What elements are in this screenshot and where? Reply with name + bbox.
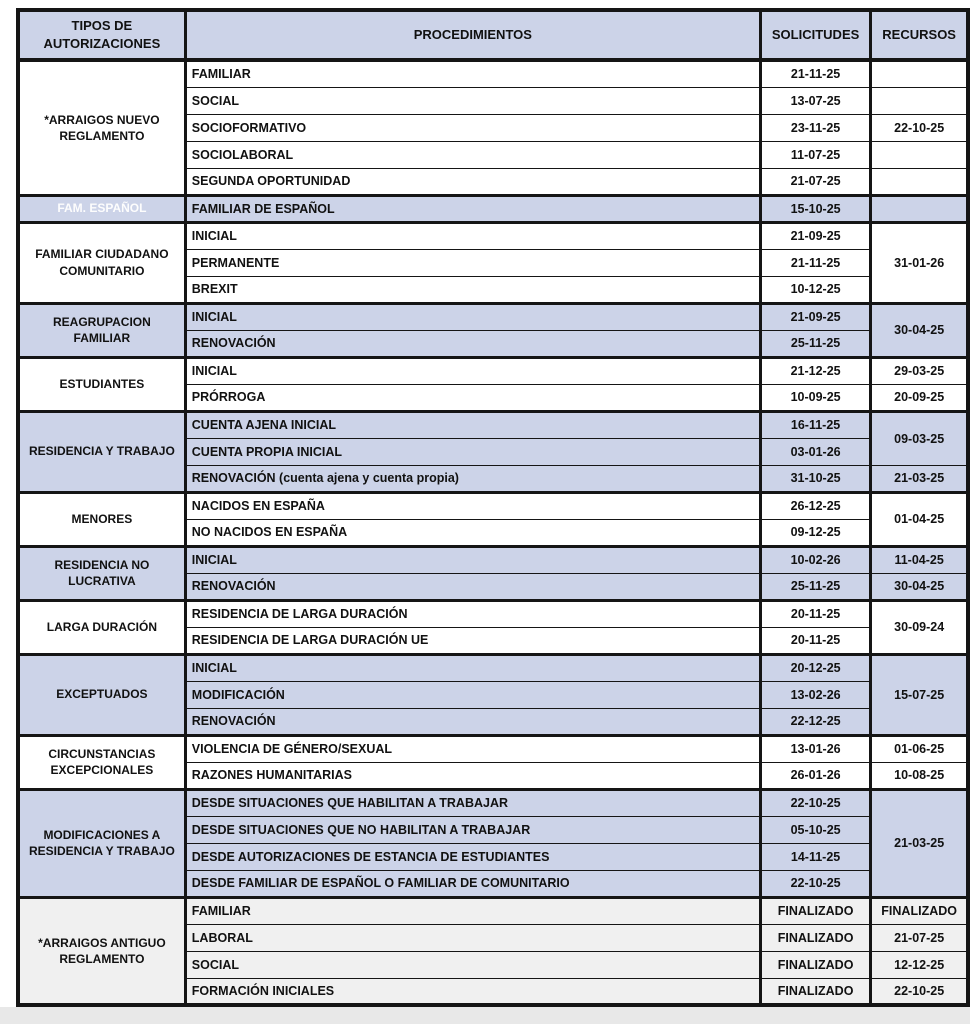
procedure-cell: SOCIOFORMATIVO	[185, 114, 760, 141]
solicitudes-cell: 15-10-25	[760, 195, 870, 222]
solicitudes-cell: 21-07-25	[760, 168, 870, 195]
recursos-cell	[871, 141, 968, 168]
procedure-cell: FAMILIAR DE ESPAÑOL	[185, 195, 760, 222]
recursos-cell-merged: 09-03-25	[871, 411, 968, 465]
solicitudes-cell: 05-10-25	[760, 816, 870, 843]
table-row	[18, 600, 968, 627]
solicitudes-cell: 22-10-25	[760, 789, 870, 816]
recursos-cell: 21-03-25	[871, 465, 968, 492]
table-row	[18, 654, 968, 681]
procedure-cell: BREXIT	[185, 276, 760, 303]
procedure-cell: INICIAL	[185, 222, 760, 249]
recursos-cell	[871, 195, 968, 222]
type-cell-residencia-no-lucrativa: RESIDENCIA NO LUCRATIVA	[18, 546, 185, 600]
recursos-cell: 22-10-25	[871, 978, 968, 1005]
solicitudes-cell: 20-12-25	[760, 654, 870, 681]
procedure-cell: NO NACIDOS EN ESPAÑA	[185, 519, 760, 546]
table-row	[18, 222, 968, 249]
table-row	[18, 303, 968, 330]
procedure-cell: RENOVACIÓN (cuenta ajena y cuenta propia)	[185, 465, 760, 492]
type-cell-familiar-ciudadano-comunitario: FAMILIAR CIUDADANO COMUNITARIO	[18, 222, 185, 303]
type-cell-fam-espanol: FAM. ESPAÑOL	[18, 195, 185, 222]
procedure-cell: PERMANENTE	[185, 249, 760, 276]
solicitudes-cell: FINALIZADO	[760, 951, 870, 978]
table-row	[18, 897, 968, 924]
solicitudes-cell: 26-01-26	[760, 762, 870, 789]
type-cell-arraigos-nuevo-reglamento: *ARRAIGOS NUEVO REGLAMENTO	[18, 60, 185, 195]
procedure-cell: VIOLENCIA DE GÉNERO/SEXUAL	[185, 735, 760, 762]
solicitudes-cell: 26-12-25	[760, 492, 870, 519]
recursos-cell: 20-09-25	[871, 384, 968, 411]
procedure-cell: MODIFICACIÓN	[185, 681, 760, 708]
table-row	[18, 492, 968, 519]
solicitudes-cell: 10-02-26	[760, 546, 870, 573]
solicitudes-cell: 31-10-25	[760, 465, 870, 492]
solicitudes-cell: 23-11-25	[760, 114, 870, 141]
type-cell-residencia-y-trabajo: RESIDENCIA Y TRABAJO	[18, 411, 185, 492]
procedure-cell: FORMACIÓN INICIALES	[185, 978, 760, 1005]
procedure-cell: PRÓRROGA	[185, 384, 760, 411]
authorization-procedures-table	[16, 8, 970, 1007]
header-solicitudes: SOLICITUDES	[760, 10, 870, 60]
procedure-cell: LABORAL	[185, 924, 760, 951]
table-row	[18, 357, 968, 384]
type-cell-arraigos-antiguo-reglamento: *ARRAIGOS ANTIGUO REGLAMENTO	[18, 897, 185, 1005]
procedure-cell: FAMILIAR	[185, 60, 760, 87]
recursos-cell	[871, 60, 968, 87]
recursos-cell-merged: 15-07-25	[871, 654, 968, 735]
solicitudes-cell: 20-11-25	[760, 600, 870, 627]
type-cell-menores: MENORES	[18, 492, 185, 546]
procedure-cell: DESDE AUTORIZACIONES DE ESTANCIA DE ESTUDIANTES	[185, 843, 760, 870]
procedure-cell: CUENTA AJENA INICIAL	[185, 411, 760, 438]
solicitudes-cell: 16-11-25	[760, 411, 870, 438]
solicitudes-cell: 21-11-25	[760, 60, 870, 87]
procedure-cell: SOCIOLABORAL	[185, 141, 760, 168]
procedure-cell: INICIAL	[185, 303, 760, 330]
recursos-cell: 22-10-25	[871, 114, 968, 141]
procedure-cell: INICIAL	[185, 357, 760, 384]
recursos-cell: 29-03-25	[871, 357, 968, 384]
procedure-cell: SEGUNDA OPORTUNIDAD	[185, 168, 760, 195]
recursos-cell	[871, 168, 968, 195]
type-cell-exceptuados: EXCEPTUADOS	[18, 654, 185, 735]
procedure-cell: INICIAL	[185, 546, 760, 573]
solicitudes-cell: 09-12-25	[760, 519, 870, 546]
solicitudes-cell: 13-07-25	[760, 87, 870, 114]
recursos-cell-merged: 21-03-25	[871, 789, 968, 897]
header-row	[18, 10, 968, 60]
page-bottom-strip	[0, 1007, 970, 1024]
procedure-cell: RENOVACIÓN	[185, 330, 760, 357]
solicitudes-cell: 03-01-26	[760, 438, 870, 465]
solicitudes-cell: 10-12-25	[760, 276, 870, 303]
procedure-cell: RAZONES HUMANITARIAS	[185, 762, 760, 789]
table-row	[18, 411, 968, 438]
type-cell-reagrupacion-familiar: REAGRUPACION FAMILIAR	[18, 303, 185, 357]
recursos-cell-merged: 30-09-24	[871, 600, 968, 654]
type-cell-modificaciones-a-residencia-y-trabajo: MODIFICACIONES A RESIDENCIA Y TRABAJO	[18, 789, 185, 897]
procedure-cell: RESIDENCIA DE LARGA DURACIÓN UE	[185, 627, 760, 654]
solicitudes-cell: 21-12-25	[760, 357, 870, 384]
solicitudes-cell: 25-11-25	[760, 573, 870, 600]
table-row	[18, 735, 968, 762]
solicitudes-cell: 22-12-25	[760, 708, 870, 735]
procedure-cell: CUENTA PROPIA INICIAL	[185, 438, 760, 465]
header-procedimientos: PROCEDIMIENTOS	[185, 10, 760, 60]
solicitudes-cell: 11-07-25	[760, 141, 870, 168]
procedure-cell: NACIDOS EN ESPAÑA	[185, 492, 760, 519]
recursos-cell-merged: 01-04-25	[871, 492, 968, 546]
recursos-cell: 12-12-25	[871, 951, 968, 978]
recursos-cell: 30-04-25	[871, 573, 968, 600]
solicitudes-cell: 10-09-25	[760, 384, 870, 411]
procedure-cell: RESIDENCIA DE LARGA DURACIÓN	[185, 600, 760, 627]
recursos-cell-merged: 31-01-26	[871, 222, 968, 303]
solicitudes-cell: 22-10-25	[760, 870, 870, 897]
procedure-cell: SOCIAL	[185, 87, 760, 114]
procedure-cell: INICIAL	[185, 654, 760, 681]
recursos-cell: 11-04-25	[871, 546, 968, 573]
solicitudes-cell: FINALIZADO	[760, 978, 870, 1005]
solicitudes-cell: 13-02-26	[760, 681, 870, 708]
header-tipos-de-autorizaciones: TIPOS DE AUTORIZACIONES	[18, 10, 185, 60]
solicitudes-cell: 21-11-25	[760, 249, 870, 276]
table-row	[18, 789, 968, 816]
solicitudes-cell: 13-01-26	[760, 735, 870, 762]
header-recursos: RECURSOS	[871, 10, 968, 60]
type-cell-circunstancias-excepcionales: CIRCUNSTANCIAS EXCEPCIONALES	[18, 735, 185, 789]
table-row	[18, 60, 968, 87]
recursos-cell: 01-06-25	[871, 735, 968, 762]
solicitudes-cell: 25-11-25	[760, 330, 870, 357]
procedure-cell: DESDE FAMILIAR DE ESPAÑOL O FAMILIAR DE COMUNITARIO	[185, 870, 760, 897]
table-row	[18, 546, 968, 573]
recursos-cell	[871, 87, 968, 114]
solicitudes-cell: FINALIZADO	[760, 897, 870, 924]
solicitudes-cell: 20-11-25	[760, 627, 870, 654]
recursos-cell-merged: 30-04-25	[871, 303, 968, 357]
procedure-cell: DESDE SITUACIONES QUE NO HABILITAN A TRABAJAR	[185, 816, 760, 843]
procedure-cell: DESDE SITUACIONES QUE HABILITAN A TRABAJAR	[185, 789, 760, 816]
recursos-cell: FINALIZADO	[871, 897, 968, 924]
solicitudes-cell: 21-09-25	[760, 303, 870, 330]
table-row	[18, 195, 968, 222]
recursos-cell: 10-08-25	[871, 762, 968, 789]
procedure-cell: RENOVACIÓN	[185, 573, 760, 600]
procedure-cell: SOCIAL	[185, 951, 760, 978]
procedure-cell: RENOVACIÓN	[185, 708, 760, 735]
solicitudes-cell: FINALIZADO	[760, 924, 870, 951]
recursos-cell: 21-07-25	[871, 924, 968, 951]
type-cell-larga-duracion: LARGA DURACIÓN	[18, 600, 185, 654]
solicitudes-cell: 14-11-25	[760, 843, 870, 870]
procedure-cell: FAMILIAR	[185, 897, 760, 924]
type-cell-estudiantes: ESTUDIANTES	[18, 357, 185, 411]
solicitudes-cell: 21-09-25	[760, 222, 870, 249]
